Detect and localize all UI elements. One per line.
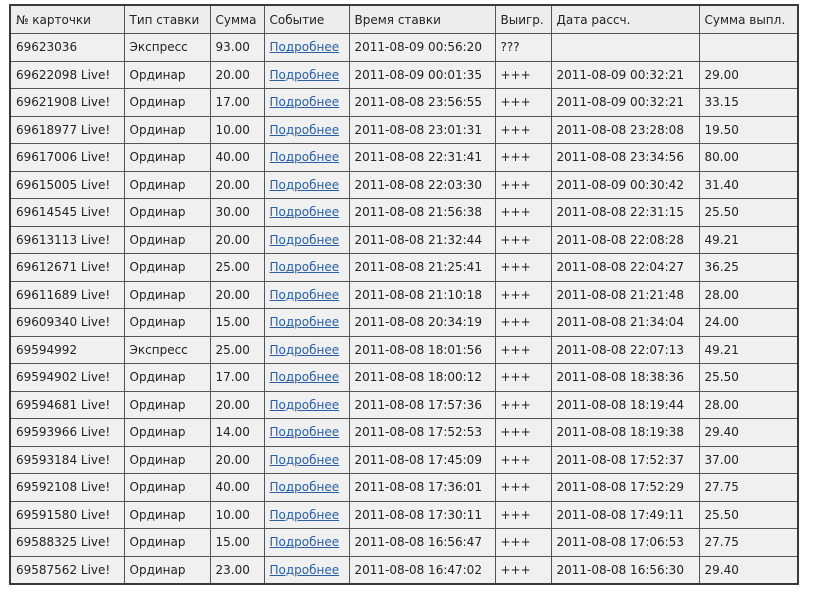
amount-cell: 25.00	[210, 254, 264, 282]
bet-time-cell: 2011-08-08 17:57:36	[349, 391, 495, 419]
bet-type-cell: Ординар	[124, 281, 210, 309]
details-link[interactable]: Подробнее	[269, 480, 340, 495]
event-cell	[264, 309, 349, 337]
bet-time-cell: 2011-08-08 21:25:41	[349, 254, 495, 282]
table-row	[10, 226, 798, 254]
payout-cell: 49.21	[699, 336, 798, 364]
bet-time-cell: 2011-08-08 21:10:18	[349, 281, 495, 309]
table-row	[10, 89, 798, 117]
settle-date-cell: 2011-08-08 23:34:56	[551, 144, 699, 172]
details-link[interactable]: Подробнее	[269, 342, 340, 357]
event-cell	[264, 391, 349, 419]
win-status-cell: +++	[495, 391, 551, 419]
card-number-cell: 69594681 Live!	[10, 391, 124, 419]
bet-type-cell: Ординар	[124, 364, 210, 392]
card-number-cell: 69612671 Live!	[10, 254, 124, 282]
event-cell	[264, 419, 349, 447]
card-number-cell: 69587562 Live!	[10, 556, 124, 584]
win-status-cell: +++	[495, 309, 551, 337]
amount-cell: 14.00	[210, 419, 264, 447]
settle-date-cell: 2011-08-09 00:30:42	[551, 171, 699, 199]
event-cell	[264, 171, 349, 199]
details-link[interactable]: Подробнее	[269, 507, 340, 522]
payout-cell: 27.75	[699, 474, 798, 502]
event-cell	[264, 34, 349, 62]
payout-cell: 29.40	[699, 556, 798, 584]
details-link[interactable]: Подробнее	[269, 535, 340, 550]
bet-time-cell: 2011-08-08 17:36:01	[349, 474, 495, 502]
column-header-bet-type[interactable]: Тип ставки	[124, 5, 210, 34]
amount-cell: 20.00	[210, 391, 264, 419]
column-header-amount[interactable]: Сумма	[210, 5, 264, 34]
table-row	[10, 144, 798, 172]
table-row	[10, 171, 798, 199]
details-link[interactable]: Подробнее	[269, 122, 340, 137]
details-link[interactable]: Подробнее	[269, 452, 340, 467]
settle-date-cell: 2011-08-08 18:19:38	[551, 419, 699, 447]
bet-type-cell: Ординар	[124, 254, 210, 282]
settle-date-cell	[551, 34, 699, 62]
settle-date-cell: 2011-08-08 22:31:15	[551, 199, 699, 227]
payout-cell: 80.00	[699, 144, 798, 172]
settle-date-cell: 2011-08-08 23:28:08	[551, 116, 699, 144]
details-link[interactable]: Подробнее	[269, 315, 340, 330]
bet-type-cell: Экспресс	[124, 336, 210, 364]
table-row	[10, 364, 798, 392]
table-row	[10, 116, 798, 144]
card-number-cell: 69594992	[10, 336, 124, 364]
payout-cell: 29.40	[699, 419, 798, 447]
card-number-cell: 69594902 Live!	[10, 364, 124, 392]
amount-cell: 10.00	[210, 501, 264, 529]
bet-time-cell: 2011-08-09 00:56:20	[349, 34, 495, 62]
bet-type-cell: Ординар	[124, 226, 210, 254]
bet-type-cell: Ординар	[124, 419, 210, 447]
win-status-cell: +++	[495, 446, 551, 474]
event-cell	[264, 199, 349, 227]
column-header-settle-date[interactable]: Дата рассч.	[551, 5, 699, 34]
details-link[interactable]: Подробнее	[269, 425, 340, 440]
settle-date-cell: 2011-08-08 22:08:28	[551, 226, 699, 254]
column-header-payout[interactable]: Сумма выпл.	[699, 5, 798, 34]
bet-type-cell: Ординар	[124, 309, 210, 337]
win-status-cell: +++	[495, 199, 551, 227]
bet-time-cell: 2011-08-08 17:30:11	[349, 501, 495, 529]
table-row	[10, 199, 798, 227]
details-link[interactable]: Подробнее	[269, 67, 340, 82]
settle-date-cell: 2011-08-08 17:49:11	[551, 501, 699, 529]
settle-date-cell: 2011-08-08 17:52:29	[551, 474, 699, 502]
card-number-cell: 69614545 Live!	[10, 199, 124, 227]
card-number-cell: 69613113 Live!	[10, 226, 124, 254]
win-status-cell: +++	[495, 171, 551, 199]
table-row	[10, 61, 798, 89]
amount-cell: 20.00	[210, 281, 264, 309]
amount-cell: 25.00	[210, 336, 264, 364]
event-cell	[264, 281, 349, 309]
event-cell	[264, 364, 349, 392]
amount-cell: 20.00	[210, 446, 264, 474]
event-cell	[264, 336, 349, 364]
payout-cell: 29.00	[699, 61, 798, 89]
bet-type-cell: Экспресс	[124, 34, 210, 62]
event-cell	[264, 254, 349, 282]
table-row	[10, 391, 798, 419]
win-status-cell: +++	[495, 61, 551, 89]
amount-cell: 20.00	[210, 61, 264, 89]
event-cell	[264, 474, 349, 502]
card-number-cell: 69622098 Live!	[10, 61, 124, 89]
table-body	[10, 34, 798, 585]
bet-time-cell: 2011-08-08 16:56:47	[349, 529, 495, 557]
amount-cell: 20.00	[210, 226, 264, 254]
card-number-cell: 69617006 Live!	[10, 144, 124, 172]
bets-table-container	[9, 4, 799, 585]
bet-type-cell: Ординар	[124, 529, 210, 557]
bets-history-table	[9, 4, 799, 585]
card-number-cell: 69611689 Live!	[10, 281, 124, 309]
bet-type-cell: Ординар	[124, 446, 210, 474]
payout-cell: 24.00	[699, 309, 798, 337]
win-status-cell: +++	[495, 529, 551, 557]
bet-type-cell: Ординар	[124, 144, 210, 172]
bet-time-cell: 2011-08-08 21:32:44	[349, 226, 495, 254]
column-header-card-number[interactable]: № карточки	[10, 5, 124, 34]
settle-date-cell: 2011-08-09 00:32:21	[551, 61, 699, 89]
column-header-win[interactable]: Выигр.	[495, 5, 551, 34]
amount-cell: 15.00	[210, 529, 264, 557]
win-status-cell: +++	[495, 281, 551, 309]
table-row	[10, 474, 798, 502]
table-row	[10, 419, 798, 447]
card-number-cell: 69593184 Live!	[10, 446, 124, 474]
amount-cell: 40.00	[210, 474, 264, 502]
win-status-cell: +++	[495, 419, 551, 447]
table-row	[10, 501, 798, 529]
payout-cell: 31.40	[699, 171, 798, 199]
table-row	[10, 556, 798, 584]
details-link[interactable]: Подробнее	[269, 287, 340, 302]
amount-cell: 30.00	[210, 199, 264, 227]
win-status-cell: +++	[495, 254, 551, 282]
event-cell	[264, 226, 349, 254]
bet-time-cell: 2011-08-09 00:01:35	[349, 61, 495, 89]
bet-time-cell: 2011-08-08 18:01:56	[349, 336, 495, 364]
settle-date-cell: 2011-08-08 21:21:48	[551, 281, 699, 309]
bet-time-cell: 2011-08-08 17:45:09	[349, 446, 495, 474]
amount-cell: 10.00	[210, 116, 264, 144]
details-link[interactable]: Подробнее	[269, 232, 340, 247]
payout-cell	[699, 34, 798, 62]
payout-cell: 25.50	[699, 364, 798, 392]
card-number-cell: 69615005 Live!	[10, 171, 124, 199]
amount-cell: 20.00	[210, 171, 264, 199]
bet-type-cell: Ординар	[124, 501, 210, 529]
bet-time-cell: 2011-08-08 17:52:53	[349, 419, 495, 447]
win-status-cell: +++	[495, 144, 551, 172]
card-number-cell: 69592108 Live!	[10, 474, 124, 502]
payout-cell: 19.50	[699, 116, 798, 144]
details-link[interactable]: Подробнее	[269, 397, 340, 412]
bet-time-cell: 2011-08-08 22:31:41	[349, 144, 495, 172]
win-status-cell: +++	[495, 336, 551, 364]
settle-date-cell: 2011-08-09 00:32:21	[551, 89, 699, 117]
settle-date-cell: 2011-08-08 22:04:27	[551, 254, 699, 282]
event-cell	[264, 446, 349, 474]
bet-type-cell: Ординар	[124, 116, 210, 144]
amount-cell: 15.00	[210, 309, 264, 337]
details-link[interactable]: Подробнее	[269, 205, 340, 220]
bet-time-cell: 2011-08-08 18:00:12	[349, 364, 495, 392]
payout-cell: 28.00	[699, 281, 798, 309]
win-status-cell: ???	[495, 34, 551, 62]
details-link[interactable]: Подробнее	[269, 177, 340, 192]
card-number-cell: 69593966 Live!	[10, 419, 124, 447]
settle-date-cell: 2011-08-08 17:52:37	[551, 446, 699, 474]
card-number-cell: 69623036	[10, 34, 124, 62]
payout-cell: 33.15	[699, 89, 798, 117]
table-row	[10, 34, 798, 62]
amount-cell: 17.00	[210, 89, 264, 117]
event-cell	[264, 116, 349, 144]
table-row	[10, 281, 798, 309]
bet-time-cell: 2011-08-08 23:01:31	[349, 116, 495, 144]
bet-type-cell: Ординар	[124, 89, 210, 117]
win-status-cell: +++	[495, 474, 551, 502]
details-link[interactable]: Подробнее	[269, 150, 340, 165]
payout-cell: 49.21	[699, 226, 798, 254]
details-link[interactable]: Подробнее	[269, 370, 340, 385]
event-cell	[264, 89, 349, 117]
column-header-bet-time[interactable]: Время ставки	[349, 5, 495, 34]
payout-cell: 27.75	[699, 529, 798, 557]
card-number-cell: 69609340 Live!	[10, 309, 124, 337]
card-number-cell: 69618977 Live!	[10, 116, 124, 144]
bet-type-cell: Ординар	[124, 171, 210, 199]
win-status-cell: +++	[495, 226, 551, 254]
settle-date-cell: 2011-08-08 16:56:30	[551, 556, 699, 584]
column-header-event[interactable]: Событие	[264, 5, 349, 34]
bet-type-cell: Ординар	[124, 61, 210, 89]
payout-cell: 37.00	[699, 446, 798, 474]
card-number-cell: 69621908 Live!	[10, 89, 124, 117]
card-number-cell: 69588325 Live!	[10, 529, 124, 557]
details-link[interactable]: Подробнее	[269, 562, 340, 577]
details-link[interactable]: Подробнее	[269, 40, 340, 55]
payout-cell: 28.00	[699, 391, 798, 419]
bet-time-cell: 2011-08-08 16:47:02	[349, 556, 495, 584]
details-link[interactable]: Подробнее	[269, 260, 340, 275]
bet-type-cell: Ординар	[124, 556, 210, 584]
bet-type-cell: Ординар	[124, 391, 210, 419]
card-number-cell: 69591580 Live!	[10, 501, 124, 529]
event-cell	[264, 61, 349, 89]
win-status-cell: +++	[495, 556, 551, 584]
win-status-cell: +++	[495, 89, 551, 117]
details-link[interactable]: Подробнее	[269, 95, 340, 110]
payout-cell: 25.50	[699, 199, 798, 227]
settle-date-cell: 2011-08-08 18:19:44	[551, 391, 699, 419]
amount-cell: 23.00	[210, 556, 264, 584]
settle-date-cell: 2011-08-08 17:06:53	[551, 529, 699, 557]
win-status-cell: +++	[495, 501, 551, 529]
payout-cell: 36.25	[699, 254, 798, 282]
amount-cell: 40.00	[210, 144, 264, 172]
bet-time-cell: 2011-08-08 21:56:38	[349, 199, 495, 227]
settle-date-cell: 2011-08-08 22:07:13	[551, 336, 699, 364]
table-header-row	[10, 5, 798, 34]
bet-time-cell: 2011-08-08 20:34:19	[349, 309, 495, 337]
win-status-cell: +++	[495, 116, 551, 144]
bet-time-cell: 2011-08-08 23:56:55	[349, 89, 495, 117]
bet-type-cell: Ординар	[124, 199, 210, 227]
event-cell	[264, 501, 349, 529]
event-cell	[264, 556, 349, 584]
table-row	[10, 309, 798, 337]
table-row	[10, 336, 798, 364]
amount-cell: 93.00	[210, 34, 264, 62]
bet-type-cell: Ординар	[124, 474, 210, 502]
settle-date-cell: 2011-08-08 21:34:04	[551, 309, 699, 337]
settle-date-cell: 2011-08-08 18:38:36	[551, 364, 699, 392]
win-status-cell: +++	[495, 364, 551, 392]
bet-time-cell: 2011-08-08 22:03:30	[349, 171, 495, 199]
table-row	[10, 446, 798, 474]
amount-cell: 17.00	[210, 364, 264, 392]
payout-cell: 25.50	[699, 501, 798, 529]
event-cell	[264, 529, 349, 557]
table-row	[10, 254, 798, 282]
event-cell	[264, 144, 349, 172]
table-row	[10, 529, 798, 557]
